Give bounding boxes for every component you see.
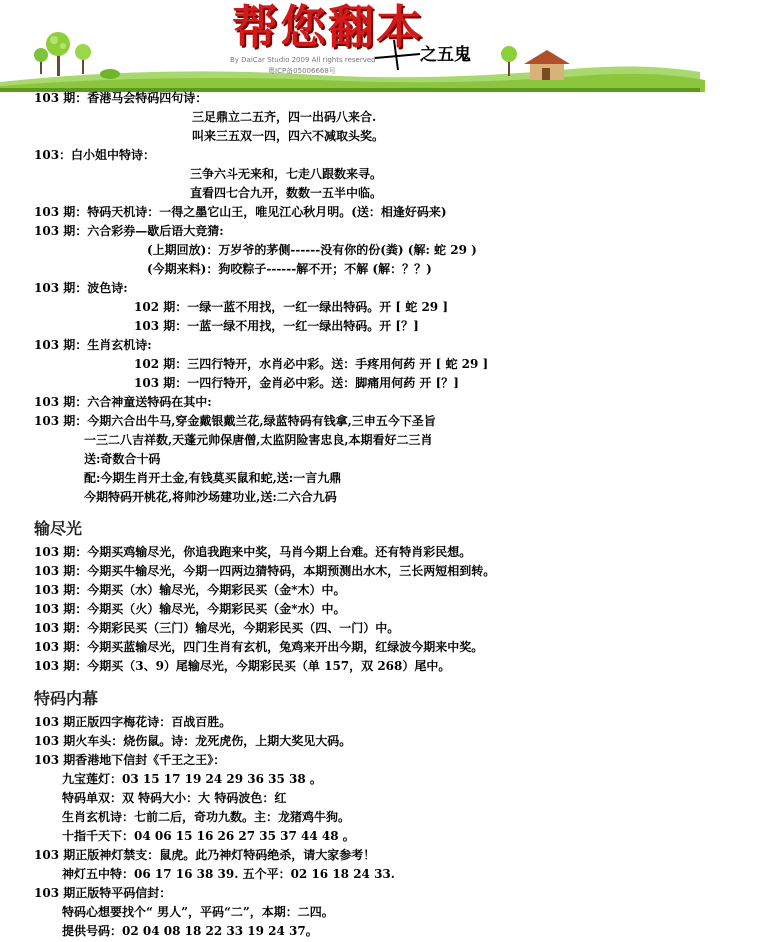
text-line: 103 期：今期买（3、9）尾输尽光，今期彩民买（单 157，双 268）尾中。 (34, 659, 451, 673)
text-line: 十指千天下：04 06 15 16 26 27 35 37 44 48 。 (62, 829, 355, 843)
text-line: 103 期正版四字梅花诗：百战百胜。 (34, 715, 232, 729)
text-line: 103 期：今期买牛输尽光，今期一四两边猜特码，本期预测出水木，三长两短相到转。 (34, 564, 496, 578)
text-line: 103 期：今期买鸡输尽光，你追我跑来中奖，马肖今期上台难。还有特肖彩民想。 (34, 545, 472, 559)
text-line: 103 期：六合神童送特码在其中: (34, 395, 212, 409)
text-line: 九宝莲灯：03 15 17 19 24 29 36 35 38 。 (62, 772, 322, 786)
text-line: 103 期：香港马会特码四句诗： (34, 91, 208, 105)
text-line: 102 期：一绿一蓝不用找，一红一绿出特码。开 [ 蛇 29 ] (134, 300, 448, 314)
text-line: 直看四七合九开，数数一五半中临。 (190, 186, 383, 200)
text-line: 103 期：今期买（火）输尽光，今期彩民买（金*水）中。 (34, 602, 346, 616)
tree-icon (34, 48, 48, 74)
text-line: 三争六斗无来和，七走八跟数来寻。 (190, 167, 383, 181)
tree-icon (501, 46, 517, 76)
text-line: 神灯五中特：06 17 16 38 39. 五个平：02 16 18 24 33. (62, 867, 395, 881)
text-line: 103 期香港地下信封《千王之王》： (34, 753, 226, 767)
text-line: 103 期：生肖玄机诗: (34, 338, 152, 352)
header-banner (0, 0, 775, 92)
text-line: 102 期：三四行特开，水肖必中彩。送：手疼用何药 开 [ 蛇 29 ] (134, 357, 489, 371)
text-line: 103 期：一蓝一绿不用找，一红一绿出特码。开 [？] (134, 319, 419, 333)
text-line: 配:今期生肖开土金,有钱莫买鼠和蛇,送:一言九鼎 (84, 471, 342, 485)
text-line: 特码心想要找个“ 男人”，平码“二”，本期：二四。 (62, 905, 334, 919)
tree-icon (46, 32, 70, 76)
text-line: 103 期：今期买蓝输尽光，四门生肖有玄机，兔鸡来开出今期，红绿波今期来中奖。 (34, 640, 484, 654)
text-line: 103 期：今期彩民买（三门）输尽光，今期彩民买（四、一门）中。 (34, 621, 400, 635)
text-line: 103 期火车头：烧伤鼠。诗：龙死虎伤，上期大奖见大码。 (34, 734, 352, 748)
text-line: 103 期正版神灯禁支：鼠虎。此乃神灯特码绝杀，请大家参考！ (34, 848, 376, 862)
text-line: 今期特码开桃花,将帅沙场建功业,送:二六合九码 (84, 490, 337, 504)
house-icon (524, 50, 570, 80)
text-line: 送:奇数合十码 (84, 452, 161, 466)
icp-text: 粤ICP备05006668号 (268, 67, 336, 75)
text-line: 103 期：今期六合出牛马,穿金戴银戴兰花,绿蓝特码有钱拿,三申五今下圣旨 (34, 414, 436, 428)
text-line: 特码单双：双 特码大小：大 特码波色：红 (62, 791, 287, 805)
text-line: 103 期：今期买（水）输尽光，今期彩民买（金*木）中。 (34, 583, 346, 597)
section-heading-special-inside: 特码内幕 (34, 689, 99, 708)
text-line: 提供号码：02 04 08 18 22 33 19 24 37。 (62, 924, 318, 938)
text-line: 103 期：六合彩券—歇后语大竞猜: (34, 224, 224, 238)
text-line: (上期回放)：万岁爷的茅侧------没有你的份(粪) (解: 蛇 29 ) (147, 243, 477, 257)
text-line: 三足鼎立二五齐，四一出码八来合. (192, 110, 377, 124)
page-subtitle: 之五鬼 (420, 45, 471, 65)
text-line: 103 期：一四行特开，金肖必中彩。送：脚痛用何药 开 [？] (134, 376, 459, 390)
text-line: 一三二八吉祥数,天蓬元帅保唐僧,太监阴险害忠良,本期看好二三肖 (84, 433, 433, 447)
text-line: 叫来三五双一四，四六不减取头奖。 (192, 129, 385, 143)
text-line: (今期来料)：狗咬粽子------解不开；不解 (解：？？) (147, 262, 432, 276)
text-line: 103 期：特码天机诗：一得之墨它山王，唯见江心秋月明。(送：相逢好码来) (34, 205, 447, 219)
text-line: 103 期：波色诗: (34, 281, 128, 295)
page-title: 帮您翻本 (232, 0, 424, 54)
tree-icon (75, 44, 91, 74)
section-heading-lose-all: 输尽光 (34, 519, 83, 538)
text-line: 生肖玄机诗：七前二后，奇功九数。主：龙猪鸡牛狗。 (62, 810, 351, 824)
text-line: 103：白小姐中特诗： (34, 148, 156, 162)
text-line: 103 期正版特平码信封： (34, 886, 172, 900)
copyright-text: By DaiCar Studio 2009 All rights reserved (230, 56, 376, 64)
